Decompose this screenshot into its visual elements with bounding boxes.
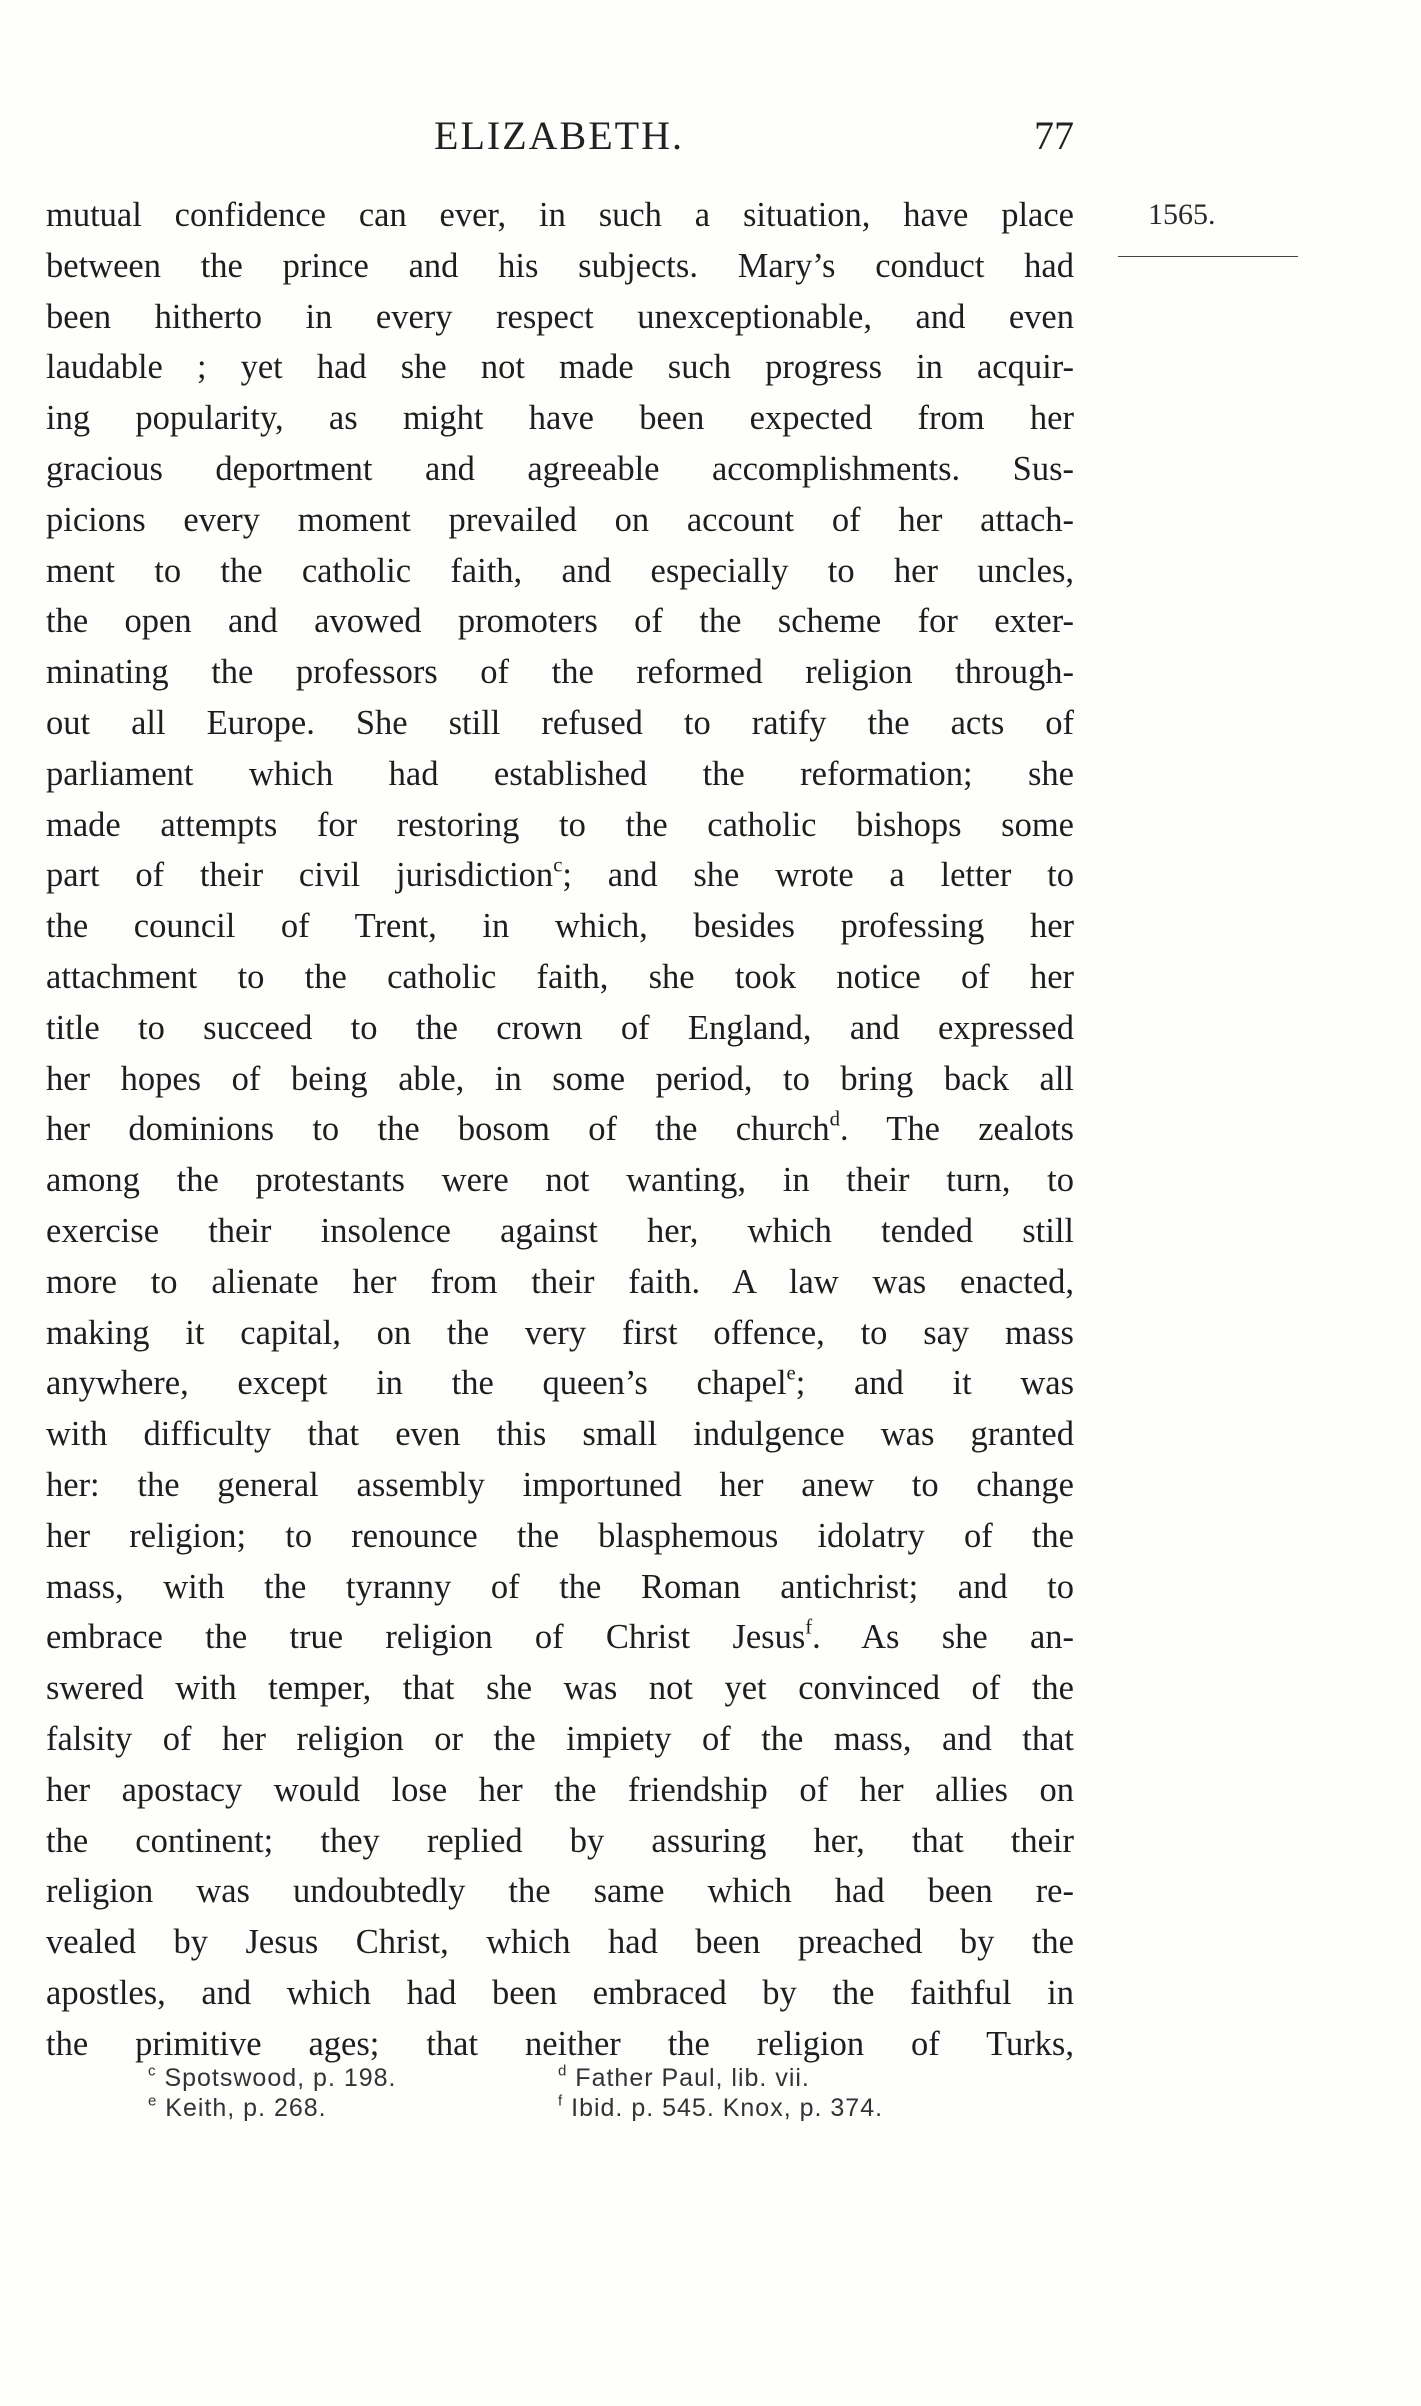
- footnotes: [148, 2064, 1048, 2124]
- text-line: exercise their insolence against her, which tended still: [46, 1211, 1074, 1250]
- text-line: [46, 1104, 1074, 1155]
- running-title: ELIZABETH.: [434, 113, 684, 158]
- footnote-row: [148, 2094, 1048, 2124]
- footnote-ref-d[interactable]: d: [829, 1108, 840, 1131]
- text-line: gracious deportment and agreeable accomplishments. Sus-: [46, 449, 1074, 488]
- text-line: vealed by Jesus Christ, which had been preached by the: [46, 1923, 1074, 1962]
- text-line: laudable ; yet had she not made such progress in acquir-: [46, 348, 1074, 387]
- page-number: 77: [1034, 113, 1074, 158]
- text-line: [46, 1358, 1074, 1409]
- footnote-e: [148, 2094, 327, 2123]
- line-text: embrace the true religion of Christ Jesus: [46, 1618, 806, 1657]
- line-text: part of their civil jurisdiction: [46, 856, 554, 895]
- footnote-ref-e[interactable]: e: [786, 1362, 796, 1385]
- footnote-text: Ibid. p. 545. Knox, p. 374.: [571, 2094, 884, 2122]
- running-head: [44, 112, 1074, 172]
- line-text: ; and she wrote a letter to: [562, 856, 1074, 895]
- text-line: mutual confidence can ever, in such a situation, have place: [46, 196, 1074, 234]
- text-line: the open and avowed promoters of the scheme for exter-: [46, 602, 1074, 641]
- footnote-d: [558, 2064, 810, 2093]
- footnote-mark: c: [148, 2062, 157, 2080]
- text-line: ing popularity, as might have been expected from her: [46, 399, 1074, 438]
- text-line: swered with temper, that she was not yet convinced of the: [46, 1669, 1074, 1708]
- footnote-c: [148, 2064, 397, 2093]
- text-line: religion was undoubtedly the same which had been re-: [46, 1872, 1074, 1911]
- text-line: out all Europe. She still refused to ratify the acts of: [46, 703, 1074, 742]
- text-line: her: the general assembly importuned her anew to change: [46, 1465, 1074, 1504]
- text-line: her apostacy would lose her the friendship of her allies on: [46, 1770, 1074, 1809]
- text-line: minating the professors of the reformed religion through-: [46, 653, 1074, 692]
- footnote-mark: f: [558, 2092, 564, 2110]
- text-line: the council of Trent, in which, besides professing her: [46, 907, 1074, 946]
- text-line: parliament which had established the reformation; she: [46, 754, 1074, 793]
- footnote-mark: e: [148, 2092, 158, 2110]
- text-line: the continent; they replied by assuring her, that their: [46, 1821, 1074, 1860]
- text-line: [46, 1612, 1074, 1663]
- text-line: her hopes of being able, in some period, to bring back all: [46, 1059, 1074, 1098]
- text-line: falsity of her religion or the impiety of the mass, and that: [46, 1719, 1074, 1758]
- margin-rule: [1118, 256, 1298, 257]
- text-line: picions every moment prevailed on account of her attach-: [46, 500, 1074, 539]
- footnote-mark: d: [558, 2062, 568, 2080]
- text-line: between the prince and his subjects. Mary’s conduct had: [46, 246, 1074, 285]
- line-text: . As she an-: [812, 1618, 1074, 1657]
- text-line: title to succeed to the crown of England, and expressed: [46, 1008, 1074, 1047]
- line-text: anywhere, except in the queen’s chapel: [46, 1364, 787, 1403]
- line-text: . The zealots: [839, 1110, 1074, 1149]
- footnote-text: Spotswood, p. 198.: [164, 2064, 397, 2092]
- text-line: more to alienate her from their faith. A law was enacted,: [46, 1262, 1074, 1301]
- footnote-f: [558, 2094, 883, 2123]
- footnote-row: [148, 2064, 1048, 2094]
- line-text: ; and it was: [795, 1364, 1074, 1403]
- text-line: with difficulty that even this small indulgence was granted: [46, 1415, 1074, 1454]
- text-line: her religion; to renounce the blasphemous idolatry of the: [46, 1516, 1074, 1555]
- footnote-text: Keith, p. 268.: [165, 2094, 327, 2122]
- text-line: the primitive ages; that neither the religion of Turks,: [46, 2024, 1074, 2063]
- text-line: mass, with the tyranny of the Roman antichrist; and to: [46, 1567, 1074, 1606]
- line-text: her dominions to the bosom of the church: [46, 1110, 830, 1149]
- text-line: attachment to the catholic faith, she took notice of her: [46, 957, 1074, 996]
- text-line: [46, 850, 1074, 901]
- text-line: made attempts for restoring to the catholic bishops some: [46, 805, 1074, 844]
- footnote-ref-f[interactable]: f: [805, 1616, 813, 1639]
- text-line: ment to the catholic faith, and especially to her uncles,: [46, 551, 1074, 590]
- text-line: been hitherto in every respect unexceptionable, and even: [46, 297, 1074, 336]
- text-line: apostles, and which had been embraced by the faithful in: [46, 1973, 1074, 2012]
- margin-year: 1565.: [1148, 198, 1216, 231]
- text-line: making it capital, on the very first offence, to say mass: [46, 1313, 1074, 1352]
- text-line: among the protestants were not wanting, in their turn, to: [46, 1161, 1074, 1200]
- body-text: [46, 190, 1074, 2069]
- footnote-ref-c[interactable]: c: [553, 854, 563, 877]
- footnote-text: Father Paul, lib. vii.: [575, 2064, 810, 2092]
